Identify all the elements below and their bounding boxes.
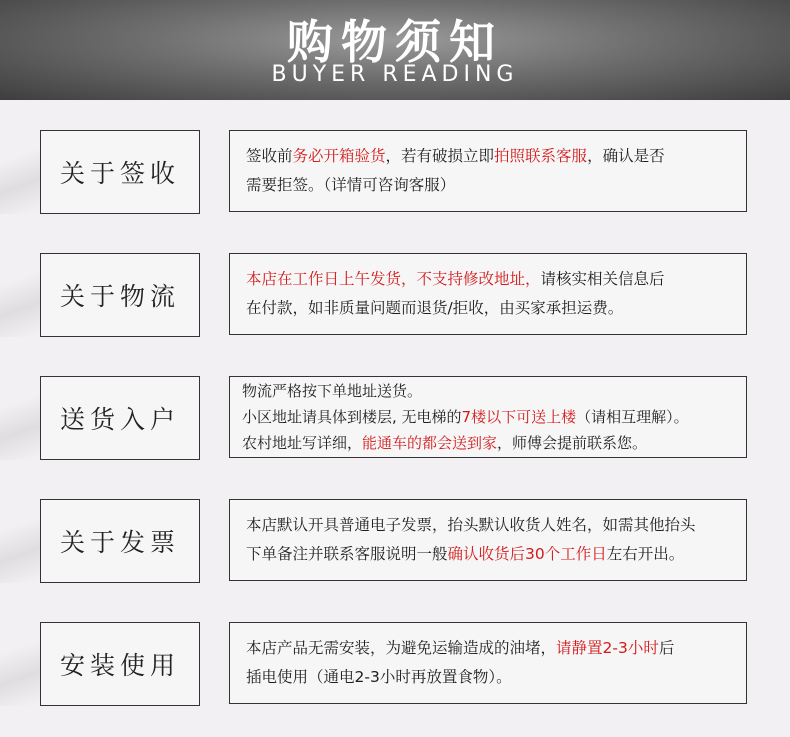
body-text: ，若有破损立即 xyxy=(385,147,495,165)
body-text: 本店产品无需安装，为避免运输造成的油堵， xyxy=(246,639,557,657)
body-text: 请核实相关信息后 xyxy=(540,270,665,288)
emphasis-text: 确认收货后30个工作日 xyxy=(447,545,607,563)
body-text: 需要拒签。（详情可咨询客服） xyxy=(246,176,456,194)
emphasis-text: 拍照联系客服 xyxy=(494,147,588,165)
page-subtitle: BUYER READING xyxy=(271,62,519,87)
content-line xyxy=(242,404,736,430)
content-line xyxy=(246,265,736,294)
notice-row-signing xyxy=(0,130,790,216)
notice-label: 关于物流 xyxy=(40,253,200,337)
notice-label: 关于发票 xyxy=(40,499,200,583)
notice-row-delivery xyxy=(0,376,790,462)
body-text: 在付款，如非质量问题而退货/拒收，由买家承担运费。 xyxy=(246,299,624,317)
body-text: 左右开出。 xyxy=(606,545,685,563)
body-text: 小区地址请具体到楼层, 无电梯的 xyxy=(242,408,462,426)
emphasis-text: 7楼以下可送上楼 xyxy=(461,408,577,426)
content-line xyxy=(242,378,736,404)
body-text: 农村地址写详细， xyxy=(242,434,363,452)
body-text: （请相互理解）。 xyxy=(576,408,689,426)
notice-row-logistics xyxy=(0,253,790,339)
content-line xyxy=(246,171,736,200)
content-line xyxy=(246,663,736,692)
content-line xyxy=(242,430,736,456)
emphasis-text: 请静置2-3小时 xyxy=(556,639,659,657)
body-text: 后 xyxy=(658,639,675,657)
notice-label: 送货入户 xyxy=(40,376,200,460)
body-text: ，确认是否 xyxy=(587,147,665,165)
notice-content xyxy=(229,253,747,335)
content-line xyxy=(246,540,736,569)
emphasis-text: 本店在工作日上午发货，不支持修改地址， xyxy=(246,270,541,288)
body-text: 插电使用（通电2-3小时再放置食物）。 xyxy=(246,668,512,686)
content-line xyxy=(246,294,736,323)
notice-content xyxy=(229,376,747,458)
content-line xyxy=(246,142,736,171)
content-line xyxy=(246,511,736,540)
body-text: 物流严格按下单地址送货。 xyxy=(242,382,423,400)
notice-row-invoice xyxy=(0,499,790,585)
emphasis-text: 务必开箱验货 xyxy=(292,147,386,165)
body-text: 下单备注并联系客服说明一般 xyxy=(246,545,448,563)
page-title: 购物须知 xyxy=(287,15,503,69)
notice-label: 关于签收 xyxy=(40,130,200,214)
notice-content xyxy=(229,499,747,581)
content-line xyxy=(246,634,736,663)
body-text: 本店默认开具普通电子发票，抬头默认收货人姓名，如需其他抬头 xyxy=(246,516,696,534)
emphasis-text: 能通车的都会送到家 xyxy=(362,434,498,452)
notice-row-installation xyxy=(0,622,790,708)
body-text: ，师傅会提前联系您。 xyxy=(497,434,648,452)
body-text: 签收前 xyxy=(246,147,293,165)
notice-content xyxy=(229,130,747,212)
notice-label: 安装使用 xyxy=(40,622,200,706)
notice-content xyxy=(229,622,747,704)
